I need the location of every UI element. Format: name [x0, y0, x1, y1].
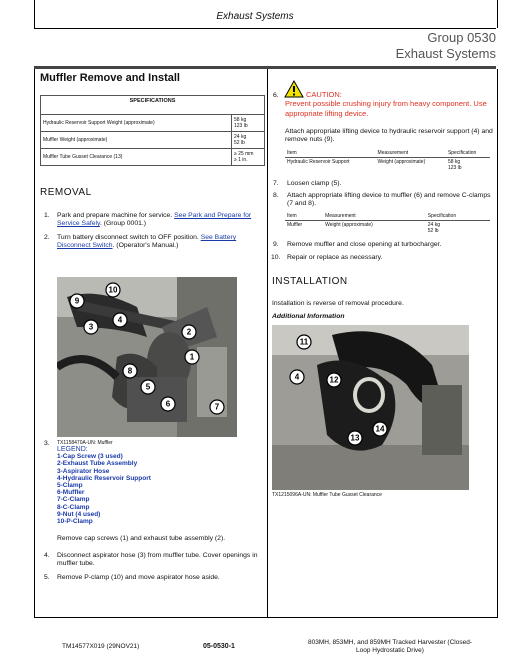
col-header: Item [285, 149, 376, 158]
footer-doc-id: TM14577X019 (29NOV21) [62, 643, 140, 650]
column-divider [267, 69, 268, 617]
legend-item: 8-C-Clamp [57, 503, 90, 511]
svg-text:6: 6 [165, 399, 171, 409]
callout-9 [70, 294, 84, 308]
svg-text:13: 13 [350, 433, 360, 443]
svg-text:14: 14 [375, 424, 385, 434]
additional-info-heading: Additional Information [272, 313, 345, 320]
battery-switch-link[interactable]: See Battery Disconnect Switch [57, 234, 237, 249]
step-number: 2. [44, 234, 50, 241]
step-number: 9. [273, 241, 279, 248]
callout-13 [348, 431, 362, 445]
callout-3 [84, 320, 98, 334]
step-number: 6. [273, 92, 279, 99]
spec-label: Hydraulic Reservoir Support Weight (approximate) [41, 115, 232, 132]
installation-text: Installation is reverse of removal procedure. [272, 300, 404, 307]
table-row: Muffler Weight (approximate) 24 kg 52 lb [287, 222, 440, 234]
section-title: Exhaust Systems [216, 11, 294, 22]
step-number: 3. [44, 440, 50, 447]
step-8: Attach appropriate lifting device to muffler (6) and remove C-clamps (7 and 8). [287, 192, 491, 207]
step-number: 1. [44, 212, 50, 219]
callout-2 [182, 325, 196, 339]
step-1: Park and prepare machine for service. See Park and Prepare for Service Safely. (Group 0001.) [57, 212, 252, 227]
legend-item: 5-Clamp [57, 482, 83, 490]
step-5: Remove P-clamp (10) and move aspirator hose aside. [57, 574, 220, 581]
step-3-text: Remove cap screws (1) and exhaust tube assembly (2). [57, 535, 226, 542]
legend-item: 3-Aspirator Hose [57, 467, 110, 475]
svg-text:1: 1 [189, 352, 195, 362]
svg-text:4: 4 [294, 372, 300, 382]
svg-text:9: 9 [74, 296, 80, 306]
legend-item: 4-Hydraulic Reservoir Support [57, 474, 151, 482]
svg-text:4: 4 [117, 315, 123, 325]
park-prepare-link[interactable]: See Park and Prepare for Service Safely [57, 212, 252, 227]
svg-text:12: 12 [329, 375, 339, 385]
footer-machine: 803MH, 853MH, and 859MH Tracked Harvester (Closed-Loop Hydrostatic Drive) [307, 639, 472, 654]
svg-text:11: 11 [299, 337, 309, 347]
spec-value: ≥ 25 mm ≥ 1 in. [232, 149, 265, 166]
caution-text: Prevent possible crushing injury from heavy component. Use appropriate lifting device. [285, 99, 487, 118]
photo-caption: TX1158470A-UN: Muffler [57, 440, 113, 446]
spec-value: 24 kg 52 lb [232, 132, 265, 149]
step-2: Turn battery disconnect switch to OFF position. See Battery Disconnect Switch. (Operator's Manual.) [57, 234, 237, 249]
step-7: Loosen clamp (5). [287, 180, 342, 187]
table-row [41, 149, 265, 166]
callout-4 [113, 313, 127, 327]
step-9: Remove muffler and close opening at turbocharger. [287, 241, 442, 248]
svg-text:10: 10 [108, 285, 118, 295]
callout-5 [141, 380, 155, 394]
callout-1 [185, 350, 199, 364]
svg-text:7: 7 [214, 402, 220, 412]
warning-icon [284, 80, 304, 98]
callout-6 [161, 397, 175, 411]
table-row [41, 115, 265, 132]
legend-item: 1-Cap Screw (3 used) [57, 453, 123, 461]
svg-text:3: 3 [88, 322, 94, 332]
table-row [41, 132, 265, 149]
legend-title: LEGEND: [57, 446, 88, 453]
callout-8 [123, 364, 137, 378]
col-header: Item [285, 212, 323, 221]
installation-heading: INSTALLATION [272, 276, 348, 287]
step-number: 10. [271, 254, 281, 261]
callout-12 [327, 373, 341, 387]
col-header: Measurement [376, 149, 446, 158]
gusset-clearance-photo [272, 325, 469, 490]
removal-heading: REMOVAL [40, 187, 92, 198]
group-title: Exhaust Systems [395, 46, 496, 61]
step-number: 4. [44, 552, 50, 559]
spec-label: Muffler Tube Gusset Clearance (13) [41, 149, 232, 166]
header-rule [34, 28, 496, 29]
lifting-table-muffler [285, 212, 490, 235]
callout-11 [297, 335, 311, 349]
specifications-heading: SPECIFICATIONS [41, 96, 265, 115]
col-header: Specification [426, 212, 490, 221]
svg-text:5: 5 [145, 382, 151, 392]
specifications-table [40, 95, 265, 166]
legend-item: 2-Exhaust Tube Assembly [57, 460, 138, 468]
callout-4 [290, 370, 304, 384]
col-header: Measurement [323, 212, 426, 221]
callout-10 [106, 283, 120, 297]
muffler-photo [57, 277, 237, 437]
callout-7 [210, 400, 224, 414]
svg-text:8: 8 [127, 366, 133, 376]
photo-caption: TX1215096A-UN: Muffler Tube Gusset Clearance [272, 492, 382, 498]
step-number: 5. [44, 574, 50, 581]
procedure-title: Muffler Remove and Install [40, 72, 180, 84]
step-number: 8. [273, 192, 279, 199]
spec-value: 58 kg 123 lb [232, 115, 265, 132]
footer-page-number: 05-0530-1 [203, 643, 235, 650]
caution-label: CAUTION: [306, 90, 342, 99]
group-number: Group 0530 [427, 30, 496, 45]
step-number: 7. [273, 180, 279, 187]
spec-label: Muffler Weight (approximate) [41, 132, 232, 149]
step-10: Repair or replace as necessary. [287, 254, 383, 261]
col-header: Specification [446, 149, 490, 158]
lifting-table-reservoir [285, 149, 490, 172]
legend-item: 9-Nut (4 used) [57, 510, 101, 518]
legend-item: 7-C-Clamp [57, 496, 90, 504]
table-row: Hydraulic Reservoir Support Weight (approximate) 58 kg 123 lb [287, 159, 462, 171]
step-6: Attach appropriate lifting device to hydraulic reservoir support (4) and remove nuts (9). [285, 128, 493, 143]
callout-14 [373, 422, 387, 436]
legend [57, 446, 151, 525]
legend-item: 10-P-Clamp [57, 518, 93, 526]
legend-item: 6-Muffler [57, 489, 85, 497]
svg-text:2: 2 [186, 327, 192, 337]
step-4: Disconnect aspirator hose (3) from muffler tube. Cover openings in muffler tube. [57, 552, 258, 567]
